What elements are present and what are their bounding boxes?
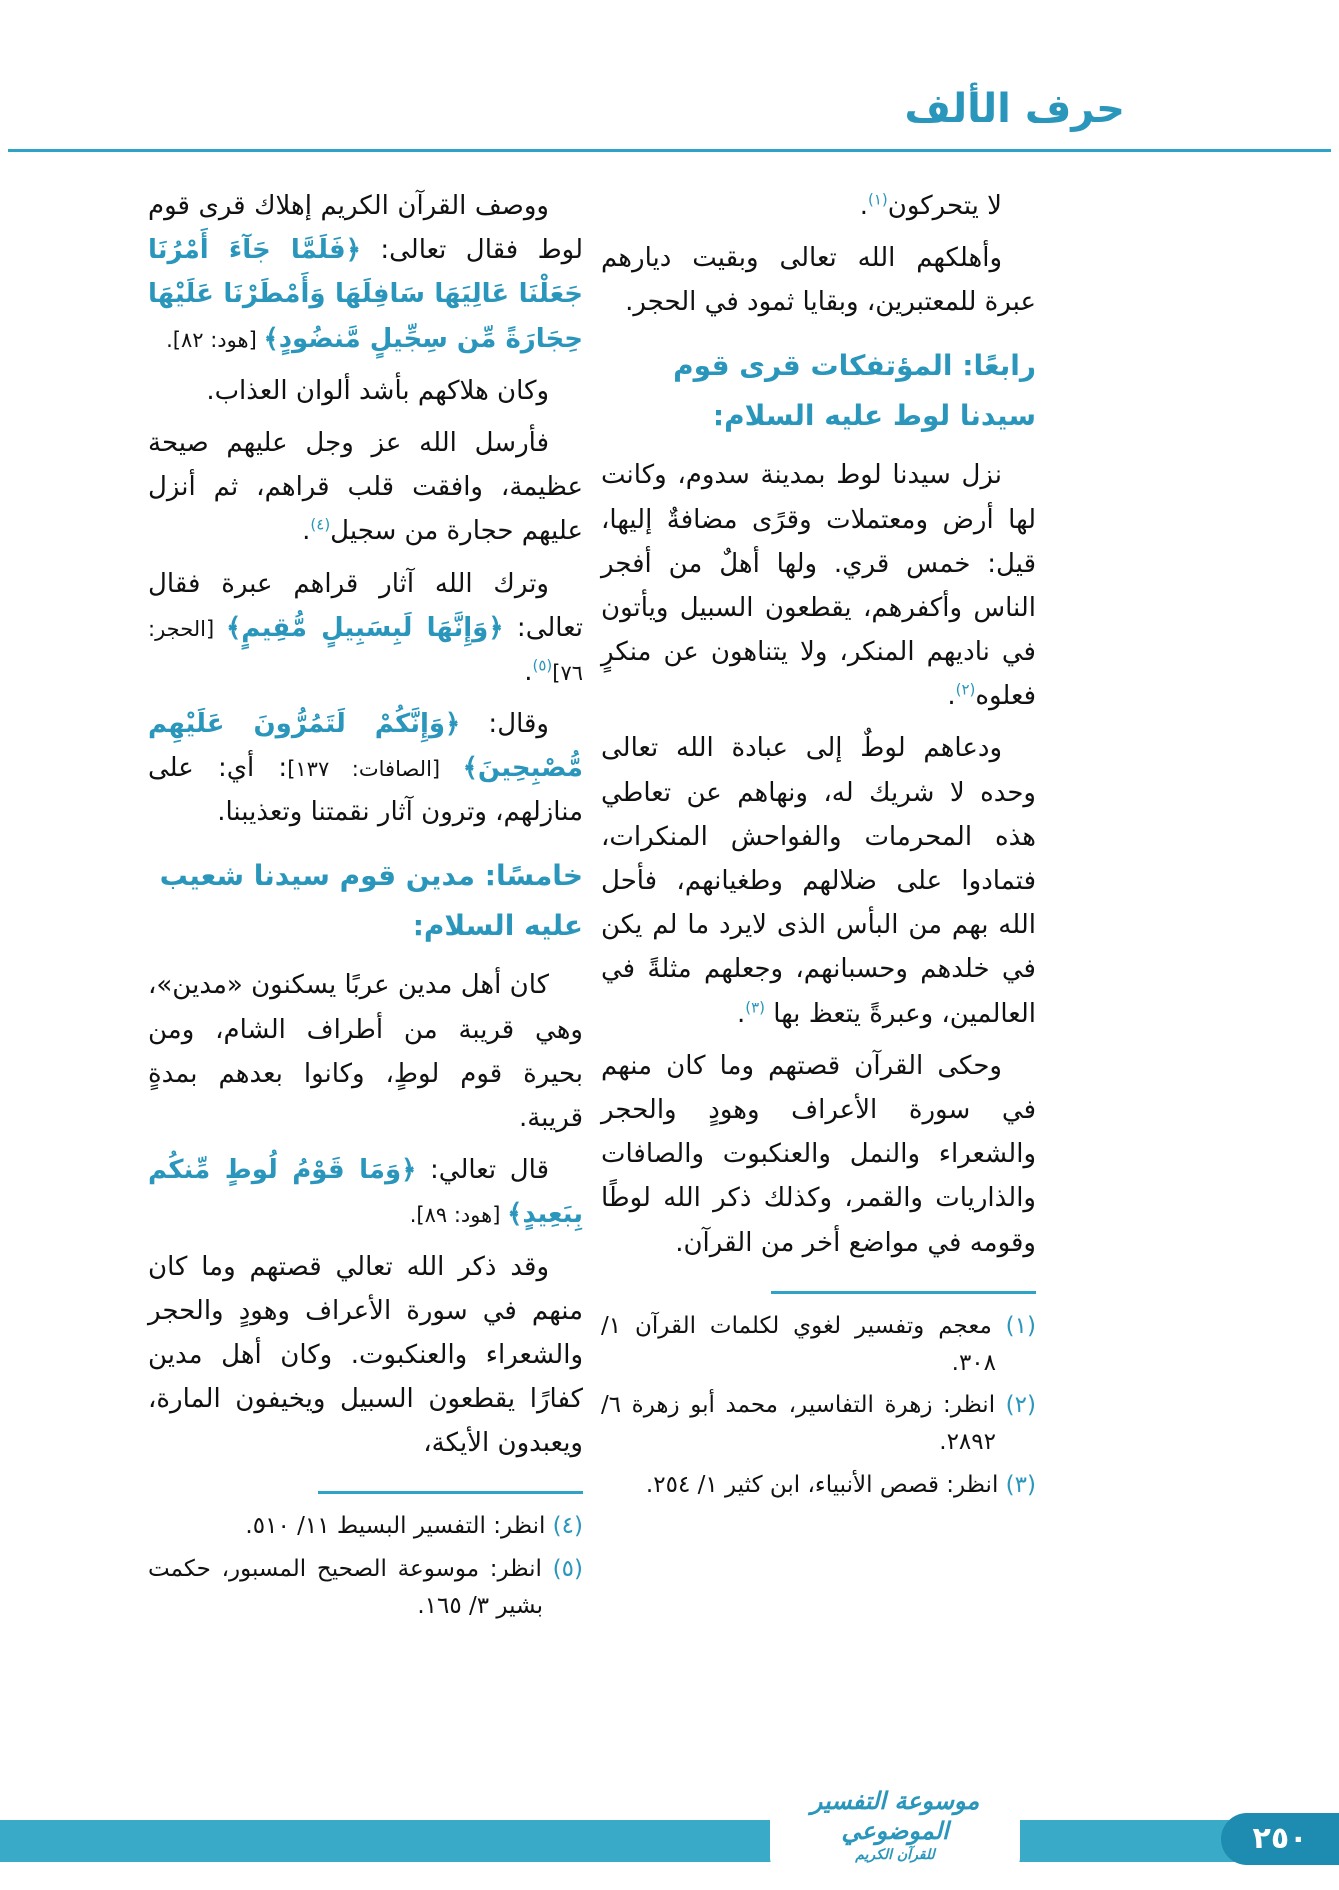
footnote-marker: (٥) xyxy=(532,656,553,675)
body-text: وحكى القرآن قصتهم وما كان منهم في سورة الأعراف وهودٍ والحجر والشعراء والنمل والعنكبوت والصافات والذاريات والقمر، وكذلك ذكر الله لوطًا وقومه في مواضع أخر من القرآن. xyxy=(601,1050,1036,1258)
body-text: . xyxy=(947,681,956,712)
paragraph xyxy=(601,453,1036,718)
body-text: نزل سيدنا لوط بمدينة سدوم، وكانت لها أرض ومعتملات وقرًى مضافةٌ إليها، قيل: خمس قري. ولها أهلٌ من أفجر الناس وأكفرهم، يقطعون السبيل ويأتون في ناديهم المنكر، ولا يتناهون عن منكرٍ فعلوه xyxy=(601,460,1036,712)
verse-reference: [هود: ٨٢]. xyxy=(166,327,264,352)
footnote-text: انظر: التفسير البسيط ١١/ ٥١٠. xyxy=(245,1513,553,1540)
section-heading xyxy=(148,851,583,952)
body-text: : أي: على منازلهم، وترون آثار نقمتنا وتعذيبنا. xyxy=(148,753,583,828)
body-text: وقد ذكر الله تعالي قصتهم وما كان منهم في سورة الأعراف وهودٍ والحجر والشعراء والعنكبوت. وكان أهل مدين كفارًا يقطعون السبيل ويخيفون المارة، ويعبدون الأيكة، xyxy=(148,1251,583,1459)
paragraph xyxy=(148,421,583,554)
paragraph xyxy=(148,562,583,695)
footnote-text: معجم وتفسير لغوي لكلمات القرآن ١/ ٣٠٨. xyxy=(601,1312,1006,1376)
body-text: ووصف القرآن الكريم إهلاك قرى قوم لوط فقال تعالى: xyxy=(148,191,584,266)
quran-verse: ﴿وَإِنَّكُمْ لَتَمُرُّونَ عَلَيْهِم مُّصْبِحِينَ﴾ xyxy=(148,709,583,784)
footnote-marker: (٢) xyxy=(955,680,976,699)
paragraph xyxy=(601,726,1036,1035)
footnotes-left xyxy=(148,1508,583,1625)
footnote-marker: (٤) xyxy=(310,515,331,534)
quran-verse: ﴿وَإِنَّهَا لَبِسَبِيلٍ مُّقِيمٍ﴾ xyxy=(225,612,504,643)
publisher-logo-title: موسوعة التفسير الموضوعي xyxy=(810,1786,980,1845)
paragraph xyxy=(148,369,583,413)
heading-text: رابعًا: المؤتفكات قرى قوم سيدنا لوط عليه السلام: xyxy=(673,348,1036,432)
footnote-number: (٣) xyxy=(1005,1471,1036,1498)
column-left-text xyxy=(148,184,583,1465)
body-text: كان أهل مدين عربًا يسكنون «مدين»، وهي قريبة من أطراف الشام، ومن بحيرة قوم لوطٍ، وكانوا بعدهم بمدةٍ قريبة. xyxy=(148,970,583,1133)
publisher-logo xyxy=(770,1782,1020,1870)
paragraph xyxy=(148,1245,583,1466)
footnote-number: (١) xyxy=(1005,1312,1036,1339)
body-text: ودعاهم لوطٌ إلى عبادة الله تعالى وحده لا شريك له، ونهاهم عن تعاطي هذه المحرمات والفواحش المنكرات، فتمادوا على ضلالهم وطغيانهم، فأحل الله بهم من البأس الذى لايرد ما لم يكن في خلدهم وحسبانهم، وجعلهم مثلةً في العالمين، وعبرةً يتعظ بها xyxy=(601,733,1036,1029)
footnote xyxy=(148,1508,583,1545)
body-text: وقال: xyxy=(460,709,549,740)
column-right-text xyxy=(601,184,1036,1265)
chapter-title: حرف الألف xyxy=(904,86,1125,132)
body-text: . xyxy=(736,998,746,1029)
footnote-number: (٥) xyxy=(552,1555,583,1582)
column-right xyxy=(601,184,1036,1509)
verse-reference: [هود: ٨٩]. xyxy=(409,1203,508,1228)
body-text: . xyxy=(302,516,311,547)
footnote xyxy=(148,1551,583,1626)
footnote-number: (٤) xyxy=(552,1513,583,1540)
paragraph xyxy=(148,1148,583,1236)
body-text: . xyxy=(524,656,533,687)
paragraph xyxy=(148,963,583,1140)
paragraph xyxy=(148,184,583,361)
footer-bar xyxy=(0,1820,1339,1862)
footnote xyxy=(601,1467,1036,1504)
header-divider xyxy=(8,149,1331,152)
verse-reference: [الحجر: ٧٦] xyxy=(148,616,583,685)
footnote-text: انظر: زهرة التفاسير، محمد أبو زهرة ٦/ ٢٨٩٢. xyxy=(601,1392,1006,1456)
verse-reference: [الصافات: ١٣٧] xyxy=(287,757,463,782)
footnote-marker: (٣) xyxy=(745,997,766,1016)
publisher-logo-subtitle: للقرآن الكريم xyxy=(855,1847,935,1863)
footnotes-right xyxy=(601,1308,1036,1504)
footnote-text: انظر: قصص الأنبياء، ابن كثير ١/ ٢٥٤. xyxy=(645,1471,1006,1498)
body-text: وكان هلاكهم بأشد ألوان العذاب. xyxy=(206,375,549,406)
footnote-text: انظر: موسوعة الصحيح المسبور، حكمت بشير ٣/ ١٦٥. xyxy=(148,1555,553,1619)
two-column-content xyxy=(148,184,1036,1630)
body-text: قال تعالي: xyxy=(416,1155,550,1186)
body-text: فأرسل الله عز وجل عليهم صيحة عظيمة، وافقت قلب قراهم، ثم أنزل عليهم حجارة من سجيل xyxy=(148,427,583,547)
column-left xyxy=(148,184,583,1630)
footnote-separator-right xyxy=(771,1291,1036,1294)
paragraph xyxy=(601,184,1036,228)
quran-verse: ﴿وَمَا قَوْمُ لُوطٍ مِّنكُم بِبَعِيدٍ﴾ xyxy=(148,1155,583,1230)
page-number: ٢٥٠ xyxy=(1221,1813,1339,1865)
paragraph xyxy=(148,702,583,835)
body-text: وترك الله آثار قراهم عبرة فقال تعالى: xyxy=(148,568,583,643)
footnote xyxy=(601,1387,1036,1462)
footnote-separator-left xyxy=(318,1491,583,1494)
body-text: وأهلكهم الله تعالى وبقيت ديارهم عبرة للمعتبرين، وبقايا ثمود في الحجر. xyxy=(601,243,1036,318)
section-heading xyxy=(601,341,1036,442)
footnote xyxy=(601,1308,1036,1383)
body-text: . xyxy=(859,191,868,221)
body-text: لا يتحركون xyxy=(887,191,1002,221)
paragraph xyxy=(601,1044,1036,1265)
footnote-number: (٢) xyxy=(1005,1392,1036,1419)
footnote-marker: (١) xyxy=(868,190,888,209)
heading-text: خامسًا: مدين قوم سيدنا شعيب عليه السلام: xyxy=(159,858,583,943)
quran-verse: ﴿فَلَمَّا جَآءَ أَمْرُنَا جَعَلْنَا عَالِيَهَا سَافِلَهَا وَأَمْطَرْنَا عَلَيْهَا حِجَارَةً مِّن سِجِّيلٍ مَّنضُودٍ﴾ xyxy=(148,235,583,354)
paragraph xyxy=(601,236,1036,324)
